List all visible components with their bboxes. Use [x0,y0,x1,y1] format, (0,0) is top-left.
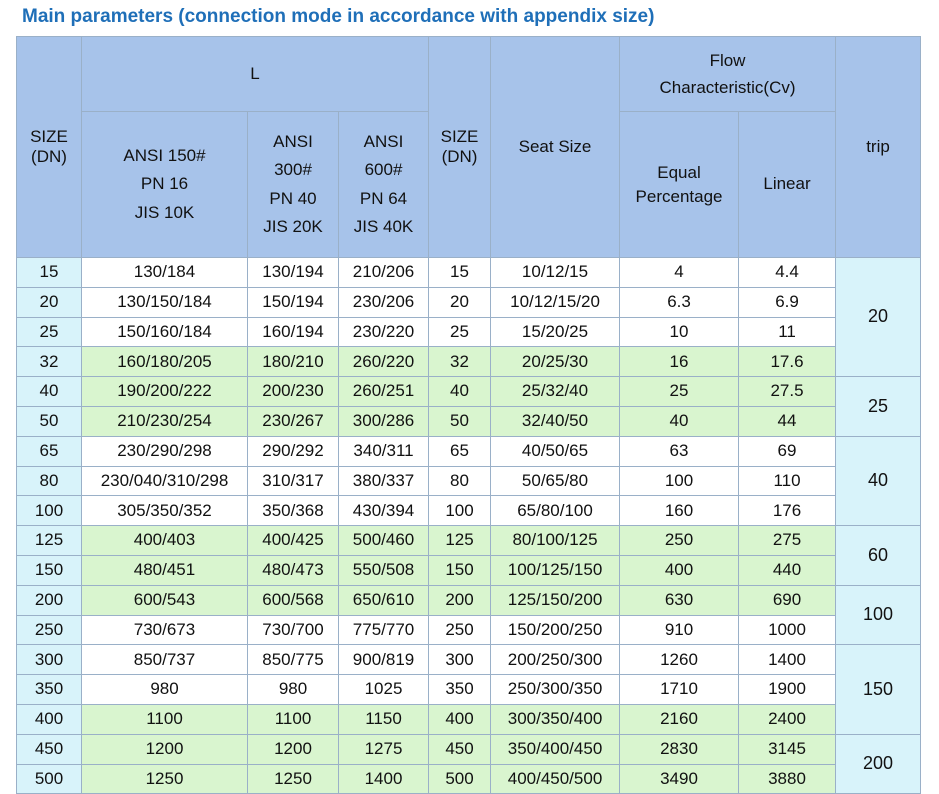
l-ansi600-cell: 260/220 [339,347,429,377]
l-ansi150-cell: 230/040/310/298 [82,466,248,496]
cv-linear-cell: 69 [739,436,836,466]
l-ansi300-cell: 400/425 [248,526,339,556]
size-cell: 32 [17,347,82,377]
size-cell: 400 [17,704,82,734]
size2-cell: 15 [429,258,491,288]
header-linear: Linear [739,112,836,258]
cv-linear-cell: 3145 [739,734,836,764]
size2-cell: 25 [429,317,491,347]
header-seat-size: Seat Size [491,37,620,258]
header-ansi-150: ANSI 150# PN 16 JIS 10K [82,112,248,258]
cv-linear-cell: 44 [739,406,836,436]
size2-cell: 32 [429,347,491,377]
l-ansi150-cell: 150/160/184 [82,317,248,347]
page-title: Main parameters (connection mode in accordance with appendix size) [22,6,655,27]
header-trip: trip [836,37,921,258]
header-size: SIZE (DN) [17,37,82,258]
table-body [17,258,921,794]
l-ansi300-cell: 130/194 [248,258,339,288]
size-cell: 300 [17,645,82,675]
cv-equal-cell: 630 [620,585,739,615]
size2-cell: 80 [429,466,491,496]
header-equal-percentage: Equal Percentage [620,112,739,258]
cv-linear-cell: 17.6 [739,347,836,377]
l-ansi150-cell: 400/403 [82,526,248,556]
seat-size-cell: 300/350/400 [491,704,620,734]
l-ansi150-cell: 130/150/184 [82,287,248,317]
table-row [17,496,921,526]
cv-equal-cell: 1260 [620,645,739,675]
seat-size-cell: 200/250/300 [491,645,620,675]
trip-cell: 20 [836,258,921,377]
l-ansi150-cell: 980 [82,675,248,705]
size-cell: 350 [17,675,82,705]
size-cell: 50 [17,406,82,436]
size-cell: 80 [17,466,82,496]
table-row [17,377,921,407]
l-ansi300-cell: 1100 [248,704,339,734]
l-ansi150-cell: 305/350/352 [82,496,248,526]
l-ansi150-cell: 480/451 [82,555,248,585]
size-cell: 250 [17,615,82,645]
cv-equal-cell: 6.3 [620,287,739,317]
l-ansi300-cell: 230/267 [248,406,339,436]
seat-size-cell: 50/65/80 [491,466,620,496]
l-ansi300-cell: 730/700 [248,615,339,645]
size2-cell: 400 [429,704,491,734]
l-ansi600-cell: 430/394 [339,496,429,526]
cv-equal-cell: 2160 [620,704,739,734]
seat-size-cell: 10/12/15 [491,258,620,288]
size-cell: 500 [17,764,82,794]
l-ansi600-cell: 1400 [339,764,429,794]
size2-cell: 50 [429,406,491,436]
l-ansi150-cell: 850/737 [82,645,248,675]
l-ansi600-cell: 1275 [339,734,429,764]
header-size-2: SIZE (DN) [429,37,491,258]
cv-equal-cell: 400 [620,555,739,585]
seat-size-cell: 25/32/40 [491,377,620,407]
trip-cell: 25 [836,377,921,437]
l-ansi150-cell: 1250 [82,764,248,794]
l-ansi600-cell: 550/508 [339,555,429,585]
l-ansi300-cell: 980 [248,675,339,705]
size-cell: 65 [17,436,82,466]
cv-equal-cell: 10 [620,317,739,347]
cv-linear-cell: 690 [739,585,836,615]
trip-cell: 150 [836,645,921,734]
seat-size-cell: 125/150/200 [491,585,620,615]
l-ansi600-cell: 900/819 [339,645,429,675]
l-ansi600-cell: 300/286 [339,406,429,436]
cv-linear-cell: 275 [739,526,836,556]
trip-cell: 200 [836,734,921,794]
size2-cell: 150 [429,555,491,585]
l-ansi150-cell: 230/290/298 [82,436,248,466]
table-row [17,645,921,675]
cv-linear-cell: 1900 [739,675,836,705]
l-ansi600-cell: 650/610 [339,585,429,615]
l-ansi300-cell: 600/568 [248,585,339,615]
cv-equal-cell: 250 [620,526,739,556]
cv-equal-cell: 910 [620,615,739,645]
cv-equal-cell: 100 [620,466,739,496]
table-row [17,555,921,585]
header-ansi-300: ANSI 300# PN 40 JIS 20K [248,112,339,258]
size-cell: 200 [17,585,82,615]
l-ansi600-cell: 775/770 [339,615,429,645]
l-ansi150-cell: 160/180/205 [82,347,248,377]
header-ansi-600: ANSI 600# PN 64 JIS 40K [339,112,429,258]
table-row [17,436,921,466]
cv-linear-cell: 110 [739,466,836,496]
table-row [17,258,921,288]
parameters-table [16,36,921,794]
header-l: L [82,37,429,112]
cv-equal-cell: 160 [620,496,739,526]
l-ansi150-cell: 190/200/222 [82,377,248,407]
trip-cell: 100 [836,585,921,645]
seat-size-cell: 32/40/50 [491,406,620,436]
table-row [17,585,921,615]
size2-cell: 40 [429,377,491,407]
l-ansi300-cell: 160/194 [248,317,339,347]
seat-size-cell: 80/100/125 [491,526,620,556]
table-row [17,347,921,377]
cv-linear-cell: 4.4 [739,258,836,288]
l-ansi300-cell: 1200 [248,734,339,764]
cv-linear-cell: 6.9 [739,287,836,317]
size-cell: 150 [17,555,82,585]
cv-linear-cell: 2400 [739,704,836,734]
table-row [17,317,921,347]
l-ansi600-cell: 230/220 [339,317,429,347]
trip-cell: 60 [836,526,921,586]
cv-equal-cell: 40 [620,406,739,436]
l-ansi600-cell: 340/311 [339,436,429,466]
cv-linear-cell: 176 [739,496,836,526]
seat-size-cell: 65/80/100 [491,496,620,526]
seat-size-cell: 400/450/500 [491,764,620,794]
l-ansi300-cell: 1250 [248,764,339,794]
size2-cell: 125 [429,526,491,556]
size-cell: 450 [17,734,82,764]
table-row [17,526,921,556]
l-ansi300-cell: 180/210 [248,347,339,377]
l-ansi150-cell: 600/543 [82,585,248,615]
seat-size-cell: 350/400/450 [491,734,620,764]
cv-linear-cell: 27.5 [739,377,836,407]
cv-linear-cell: 11 [739,317,836,347]
size2-cell: 450 [429,734,491,764]
seat-size-cell: 20/25/30 [491,347,620,377]
cv-equal-cell: 1710 [620,675,739,705]
table-row [17,764,921,794]
table-row [17,675,921,705]
header-flow-characteristic: Flow Characteristic(Cv) [620,37,836,112]
size-cell: 20 [17,287,82,317]
l-ansi150-cell: 1100 [82,704,248,734]
table-row [17,704,921,734]
l-ansi600-cell: 230/206 [339,287,429,317]
cv-equal-cell: 3490 [620,764,739,794]
cv-equal-cell: 25 [620,377,739,407]
seat-size-cell: 10/12/15/20 [491,287,620,317]
table-row [17,466,921,496]
seat-size-cell: 250/300/350 [491,675,620,705]
size-cell: 100 [17,496,82,526]
l-ansi150-cell: 210/230/254 [82,406,248,436]
table-row [17,734,921,764]
l-ansi300-cell: 310/317 [248,466,339,496]
size2-cell: 300 [429,645,491,675]
cv-equal-cell: 4 [620,258,739,288]
l-ansi300-cell: 290/292 [248,436,339,466]
l-ansi600-cell: 380/337 [339,466,429,496]
seat-size-cell: 40/50/65 [491,436,620,466]
seat-size-cell: 150/200/250 [491,615,620,645]
seat-size-cell: 15/20/25 [491,317,620,347]
size2-cell: 350 [429,675,491,705]
size2-cell: 65 [429,436,491,466]
size2-cell: 200 [429,585,491,615]
seat-size-cell: 100/125/150 [491,555,620,585]
table-row [17,287,921,317]
size-cell: 125 [17,526,82,556]
trip-cell: 40 [836,436,921,525]
l-ansi600-cell: 1025 [339,675,429,705]
l-ansi150-cell: 1200 [82,734,248,764]
l-ansi300-cell: 350/368 [248,496,339,526]
cv-equal-cell: 2830 [620,734,739,764]
l-ansi300-cell: 150/194 [248,287,339,317]
l-ansi600-cell: 500/460 [339,526,429,556]
l-ansi600-cell: 210/206 [339,258,429,288]
cv-linear-cell: 3880 [739,764,836,794]
size-cell: 15 [17,258,82,288]
cv-equal-cell: 16 [620,347,739,377]
size2-cell: 500 [429,764,491,794]
cv-equal-cell: 63 [620,436,739,466]
table-row [17,615,921,645]
table-row [17,406,921,436]
cv-linear-cell: 1000 [739,615,836,645]
cv-linear-cell: 440 [739,555,836,585]
size2-cell: 250 [429,615,491,645]
l-ansi150-cell: 130/184 [82,258,248,288]
cv-linear-cell: 1400 [739,645,836,675]
size2-cell: 20 [429,287,491,317]
l-ansi150-cell: 730/673 [82,615,248,645]
l-ansi300-cell: 200/230 [248,377,339,407]
size-cell: 40 [17,377,82,407]
l-ansi600-cell: 260/251 [339,377,429,407]
l-ansi600-cell: 1150 [339,704,429,734]
l-ansi300-cell: 480/473 [248,555,339,585]
l-ansi300-cell: 850/775 [248,645,339,675]
size-cell: 25 [17,317,82,347]
size2-cell: 100 [429,496,491,526]
